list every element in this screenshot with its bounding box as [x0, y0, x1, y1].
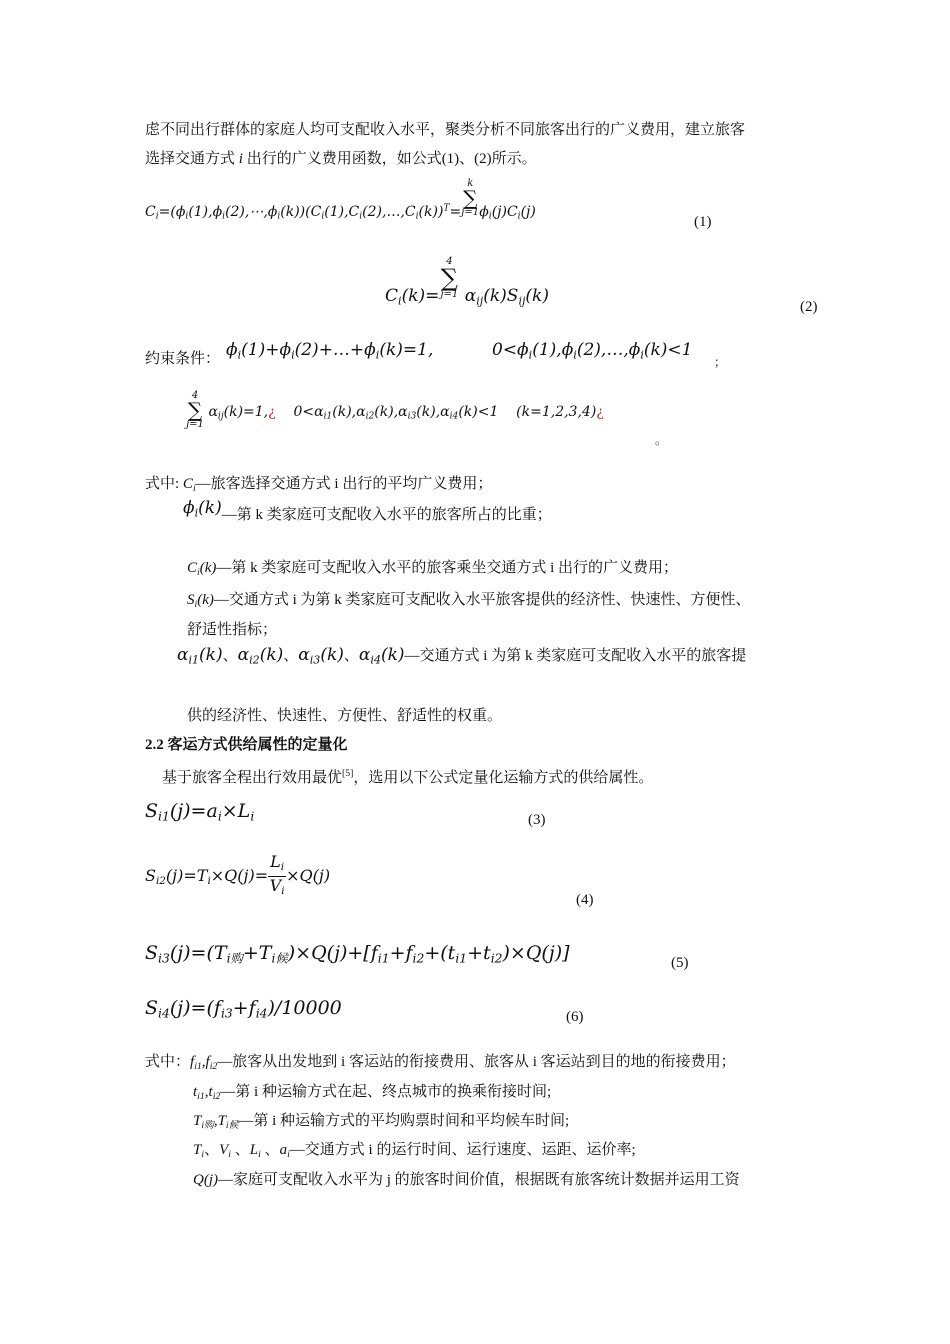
section-heading: 2.2 客运方式供给属性的定量化 — [145, 737, 348, 753]
equation-number: (1) — [694, 214, 712, 230]
legend-item-ck: $C_i(k)—$第 k 类家庭可支配收入水平的旅客乘坐交通方式 i 出行的广义费用； — [187, 560, 679, 578]
equation-3: $S_{i1}(j)=a_i\times L_i$ — [145, 800, 255, 824]
legend-item-tv: $T_i$、$V_i$ 、$L_i$ 、$a_i—$交通方式 i 的运行时间、运行速度、运距、运价率; — [193, 1142, 636, 1160]
equation-number: (4) — [576, 892, 594, 908]
equation-number: (5) — [671, 955, 689, 971]
legend-item-sk: $S_i(k)—$交通方式 i 为第 k 类家庭可支配收入水平旅客提供的经济性、快速性、方便性、 — [187, 592, 751, 610]
legend-item-c: 式中: $C_i—$旅客选择交通方式 i 出行的平均广义费用； — [145, 476, 493, 494]
paragraph-line: 虑不同出行群体的家庭人均可支配收入水平，聚类分析不同旅客出行的广义费用，建立旅客 — [145, 122, 746, 138]
equation-6: $S_{i4}(j)=(f_{i3}+f_{i4})/10000$ — [145, 997, 342, 1021]
equation-4: $S_{i2}(j)=T_i\times Q(j)=$ $\frac{L_i}{V_i}$ ×Q(j) — [145, 852, 331, 898]
constraint-equation-2: $0<\phi_i(1),\phi_i(2),\dots,\phi_i(k)<1$ — [492, 340, 693, 362]
constraint-equation-1: $\phi_i(1)+\phi_i(2)+\dots+\phi_i(k)=1$, — [226, 340, 434, 362]
legend-item-f: 式中：$f_{i1},f_{i2}—$旅客从出发地到 i 客运站的衔接费用、旅客从 i 客运站到目的地的衔接费用； — [145, 1054, 736, 1072]
constraint-equation-3: 4 ∑ j=1 $\alpha_{ij}(k)=1,¿$ $0<\alpha_{i1}(k),\alpha_{i2}(k),\alpha_{i3}(k),\alpha_{i4}(k)<1$ (k=1,2,3,4)¿ — [186, 390, 604, 430]
paragraph-line: 选择交通方式 i 出行的广义费用函数，如公式(1)、(2)所示。 — [145, 151, 537, 167]
period: 。 — [655, 433, 668, 447]
legend-item-q: Q(j)—家庭可支配收入水平为 j 的旅客时间价值，根据既有旅客统计数据并运用工资 — [193, 1172, 740, 1188]
equation-2: $C_i(k)=$ 4 ∑ j=1 $\alpha_{ij}(k)S_{ij}(k)$ — [385, 256, 549, 307]
equation-number: (2) — [800, 299, 818, 315]
equation-1: $C_i=(\phi_i(1),\phi_i(2),\cdots,\phi_i(k))(C_i(1),C_i(2),\dots,C_i(k))^T=$ k ∑ j=1 $\phi_i(j)C_i(j)$ — [145, 178, 536, 222]
paragraph-line: 基于旅客全程出行效用最优[5]，选用以下公式定量化运输方式的供给属性。 — [162, 768, 654, 786]
constraint-label: 约束条件： — [145, 351, 221, 367]
semicolon: ； — [714, 355, 727, 369]
equation-number: (3) — [528, 812, 546, 828]
legend-item-phi: $\phi_i(k)—$第 k 类家庭可支配收入水平的旅客所占的比重； — [183, 498, 552, 523]
legend-item-sk-cont: 舒适性指标； — [187, 622, 278, 638]
legend-item-T: $T_{i购},T_{i候}—$第 i 种运输方式的平均购票时间和平均候车时间; — [193, 1113, 570, 1131]
legend-item-alpha: $\alpha_{i1}(k)$、$\alpha_{i2}(k)$、$\alpha_{i3}(k)$、$\alpha_{i4}(k)—$交通方式 i 为第 k 类家庭可支配收入水平的旅客提 — [177, 645, 747, 667]
legend-item-t: $t_{i1},t_{i2}—$第 i 种运输方式在起、终点城市的换乘衔接时间; — [193, 1084, 552, 1102]
equation-5: $S_{i3}(j)=(T_{i购}+T_{i候})\times Q(j)+[f_{i1}+f_{i2}+(t_{i1}+t_{i2})\times Q(j)]$ — [145, 942, 570, 966]
legend-item-alpha-cont: 供的经济性、快速性、方便性、舒适性的权重。 — [187, 708, 503, 724]
equation-number: (6) — [566, 1009, 584, 1025]
